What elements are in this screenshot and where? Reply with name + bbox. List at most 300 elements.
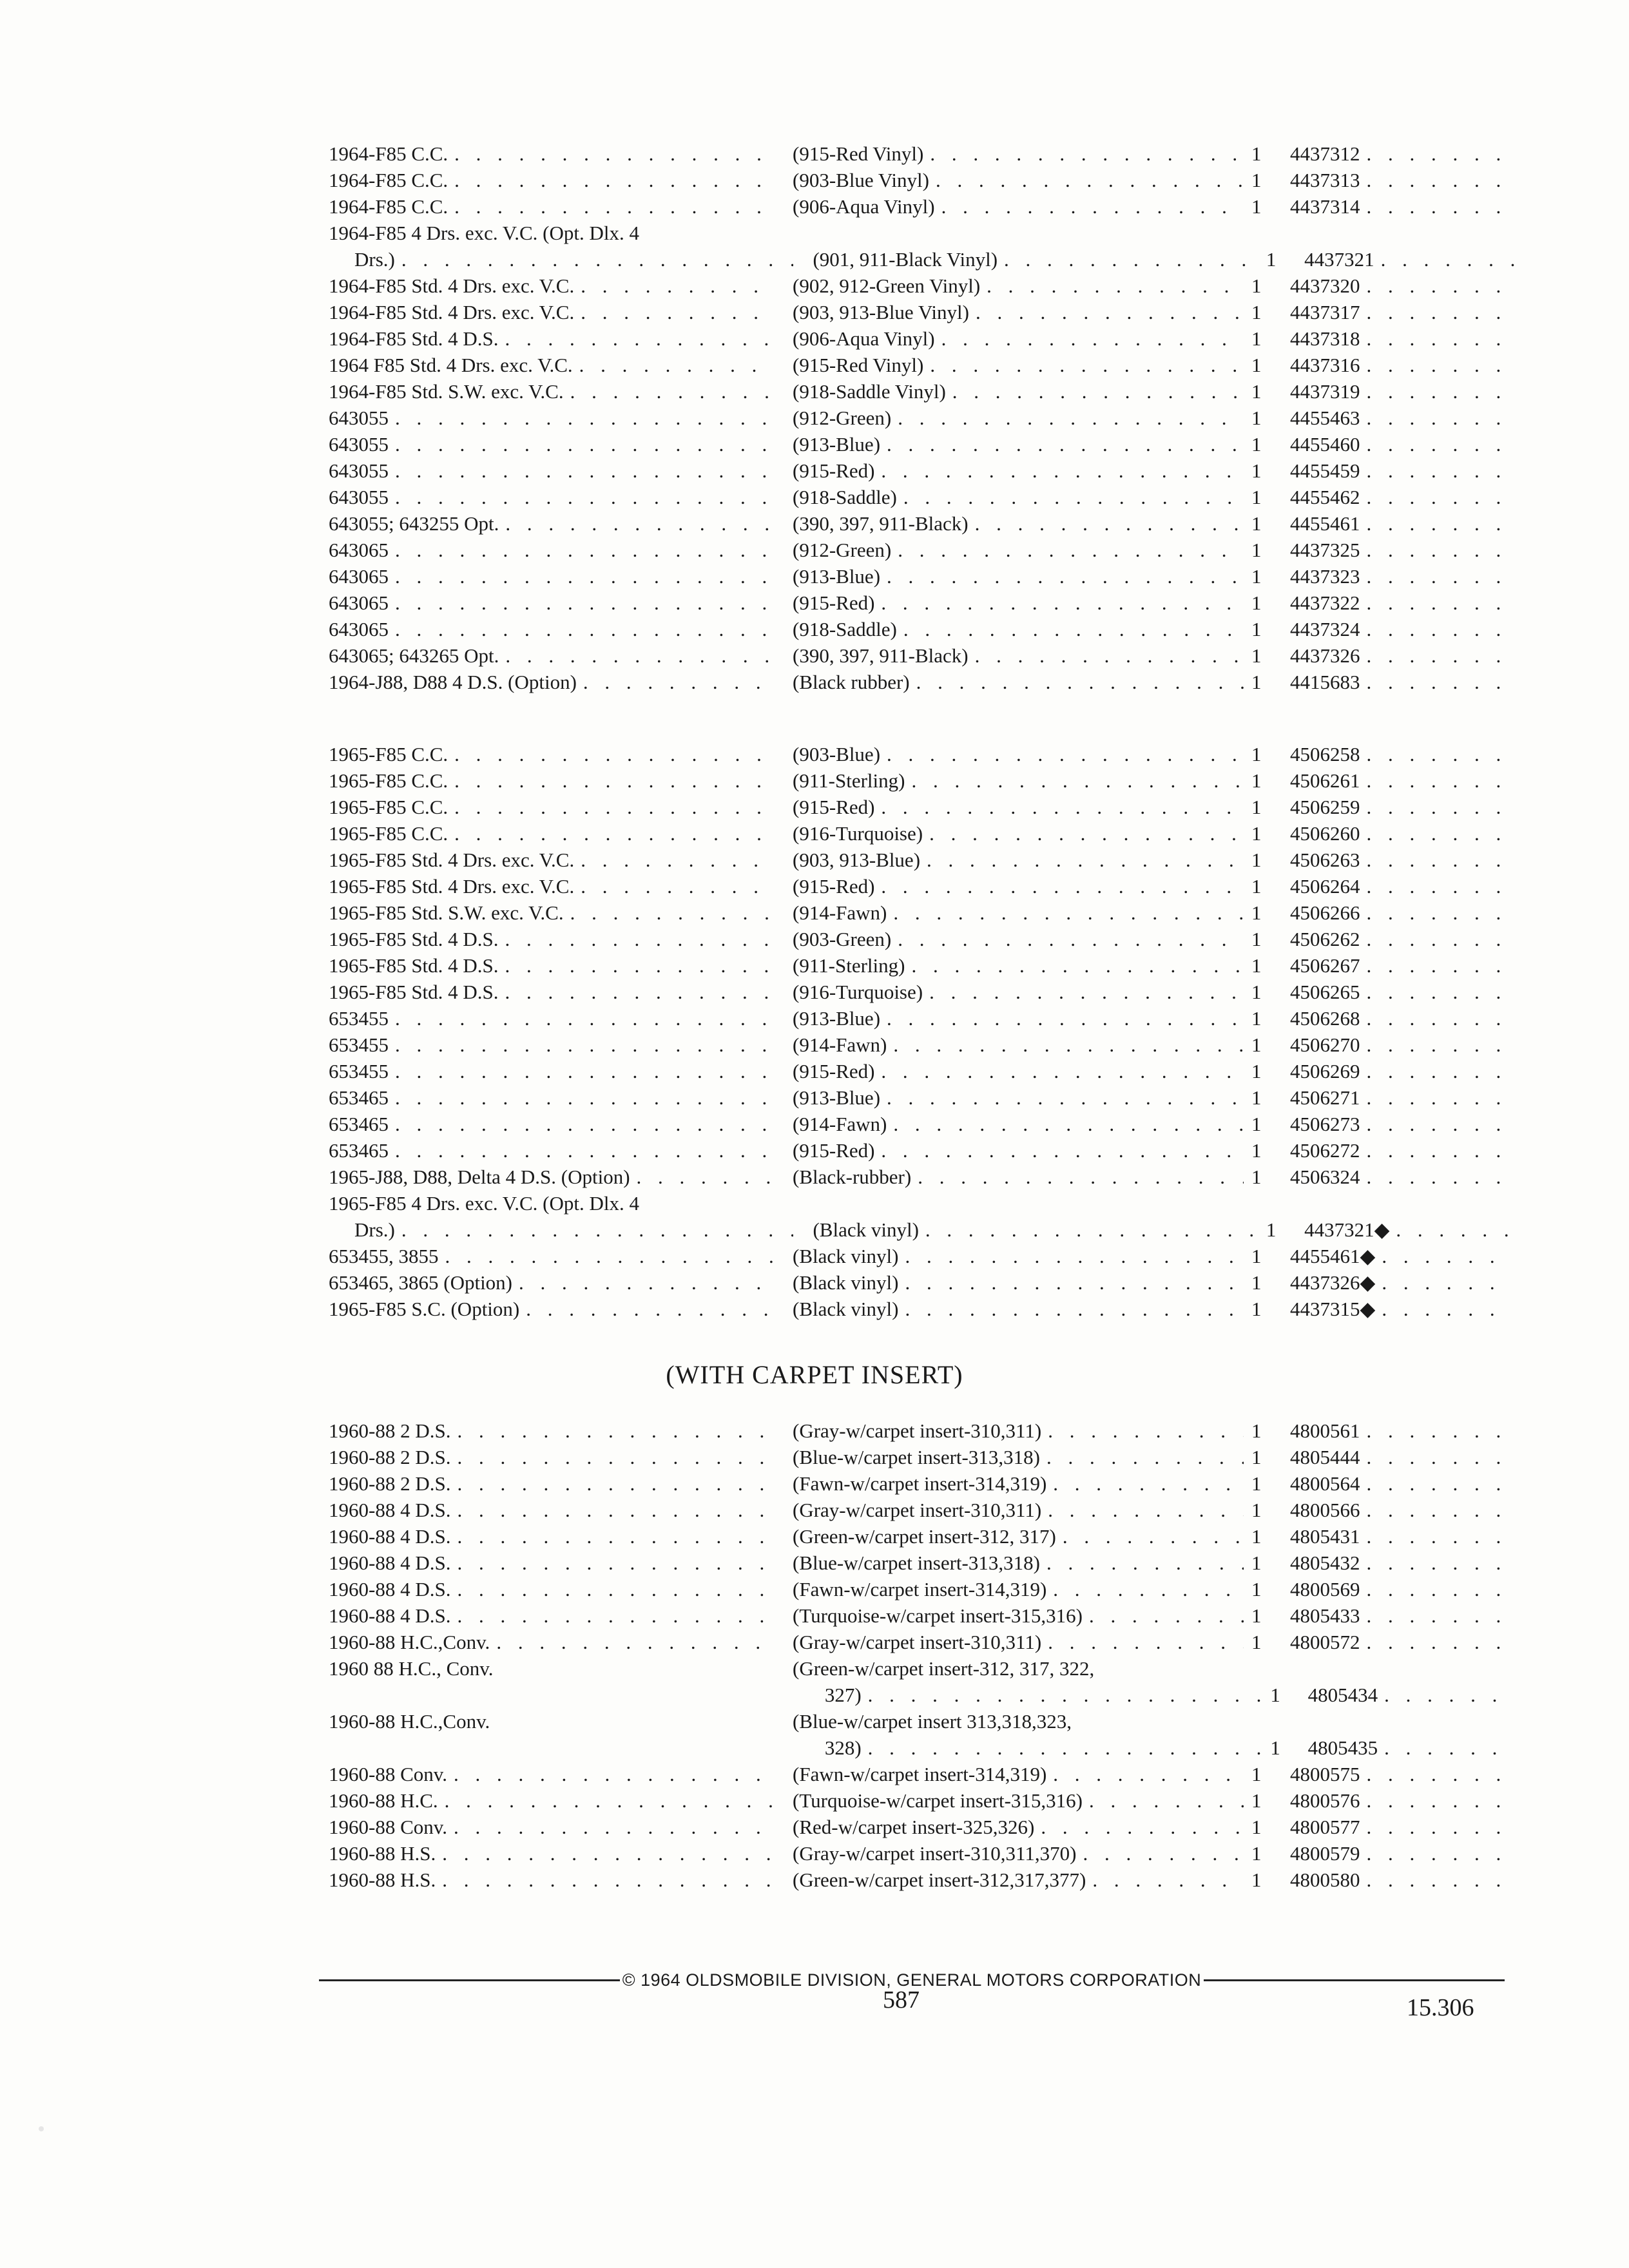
dot-leader	[395, 1216, 794, 1243]
trim-text: (Turquoise-w/carpet insert-315,316)	[793, 1789, 1083, 1812]
part-number-text: 4415683	[1290, 671, 1360, 693]
model-text: 1965-F85 4 Drs. exc. V.C. (Opt. Dlx. 4	[329, 1192, 639, 1215]
part-number-cell	[1290, 1470, 1503, 1497]
table-row	[329, 1787, 1514, 1814]
part-number-text: 4437320	[1290, 274, 1360, 297]
dot-leader	[389, 1032, 773, 1058]
part-number-cell	[1290, 1523, 1503, 1550]
model-text: Drs.)	[354, 1218, 395, 1241]
model-text: 1960-88 4 D.S.	[329, 1525, 451, 1548]
model-text: Drs.)	[354, 248, 395, 271]
table-row	[329, 1005, 1514, 1032]
dot-leader	[389, 1058, 773, 1084]
model-cell	[329, 820, 773, 847]
dot-leader	[1360, 616, 1503, 642]
model-cell	[329, 1111, 773, 1137]
paper-smudge	[39, 2126, 44, 2131]
part-number-cell	[1290, 741, 1503, 767]
trim-text: (Black vinyl)	[793, 1298, 899, 1320]
trim-cell	[793, 1243, 1244, 1269]
model-cell	[329, 847, 773, 873]
trim-cell	[780, 1682, 1263, 1708]
table-row	[329, 457, 1514, 484]
trim-cell	[793, 1708, 1244, 1735]
model-text: 653465, 3865 (Option)	[329, 1271, 513, 1294]
quantity-cell: 1	[1251, 1271, 1262, 1294]
table-row	[329, 1735, 1514, 1761]
part-number-text: 4506267	[1290, 954, 1360, 977]
trim-cell	[793, 457, 1244, 484]
quantity-cell: 1	[1251, 1631, 1262, 1653]
model-text: 653465	[329, 1086, 389, 1109]
trim-cell	[813, 246, 1258, 273]
quantity-cell: 1	[1251, 954, 1262, 977]
quantity-cell: 1	[1251, 301, 1262, 323]
model-cell	[329, 952, 773, 979]
trim-text: (915-Red)	[793, 591, 875, 614]
dot-leader	[448, 794, 773, 820]
model-cell	[329, 1137, 773, 1164]
part-number-cell	[1290, 378, 1503, 405]
part-number-text: 4506258	[1290, 743, 1360, 765]
trim-cell	[793, 1084, 1244, 1111]
quantity-cell: 1	[1251, 1419, 1262, 1442]
dot-leader	[874, 457, 1244, 484]
trim-cell	[793, 273, 1244, 299]
model-cell	[329, 873, 773, 899]
dot-leader	[1360, 325, 1503, 352]
dot-leader	[448, 741, 773, 767]
part-number-text: 4805435	[1307, 1736, 1378, 1759]
dot-leader	[389, 1084, 773, 1111]
dot-leader	[935, 325, 1244, 352]
dot-leader	[389, 616, 773, 642]
model-cell	[329, 1444, 773, 1470]
dot-leader	[512, 1269, 773, 1296]
trim-text: (915-Red)	[793, 796, 875, 818]
table-row	[329, 167, 1514, 193]
trim-cell	[813, 1216, 1258, 1243]
model-text: 1964-F85 C.C.	[329, 142, 448, 165]
model-text: 1965-F85 Std. 4 D.S.	[329, 928, 499, 950]
dot-leader	[1360, 820, 1503, 847]
part-number-text: 4805434	[1307, 1684, 1378, 1706]
trim-cell	[793, 1058, 1244, 1084]
part-number-cell	[1308, 1735, 1514, 1761]
part-number-cell	[1290, 167, 1503, 193]
model-text: 1965-F85 C.C.	[329, 822, 448, 845]
part-number-cell	[1290, 669, 1503, 695]
trim-cell	[793, 820, 1244, 847]
dot-leader	[1360, 847, 1503, 873]
quantity-cell: 1	[1251, 486, 1262, 508]
model-text: 653465	[329, 1139, 389, 1162]
part-number-cell	[1290, 352, 1503, 378]
dot-leader	[1360, 767, 1503, 794]
trim-cell	[793, 405, 1244, 431]
part-number-text: 4455461	[1290, 512, 1360, 535]
dot-leader	[499, 952, 773, 979]
dot-leader	[887, 1032, 1244, 1058]
model-cell	[329, 140, 773, 167]
quantity-cell: 1	[1251, 539, 1262, 561]
trim-cell	[793, 590, 1244, 616]
trim-text: (914-Fawn)	[793, 1113, 887, 1135]
dot-leader	[1360, 1084, 1503, 1111]
dot-leader	[450, 1418, 773, 1444]
table-row	[329, 537, 1514, 563]
model-cell	[329, 1005, 773, 1032]
model-cell	[329, 1418, 773, 1444]
table-row	[329, 484, 1514, 510]
trim-cell	[793, 642, 1244, 669]
part-number-cell	[1290, 952, 1503, 979]
part-number-text: 4506268	[1290, 1007, 1360, 1030]
dot-leader	[450, 1444, 773, 1470]
table-row	[329, 1032, 1514, 1058]
dot-leader	[1360, 1550, 1503, 1576]
model-cell	[329, 1269, 773, 1296]
model-text: 1964 F85 Std. 4 Drs. exc. V.C.	[329, 354, 573, 376]
trim-cell	[793, 378, 1244, 405]
part-number-cell	[1290, 457, 1503, 484]
part-number-cell	[1290, 590, 1503, 616]
dot-leader	[450, 1576, 773, 1602]
trim-text: (902, 912-Green Vinyl)	[793, 274, 981, 297]
part-number-text: 4437321◆	[1304, 1218, 1390, 1241]
trim-cell	[793, 167, 1244, 193]
dot-leader	[923, 140, 1244, 167]
quantity-cell: 1	[1251, 1139, 1262, 1162]
model-text: 653455, 3855	[329, 1245, 439, 1267]
part-number-cell	[1290, 767, 1503, 794]
dot-leader	[1389, 1216, 1514, 1243]
trim-text: (901, 911-Black Vinyl)	[813, 248, 998, 271]
part-number-cell	[1290, 642, 1503, 669]
dot-leader	[1040, 1550, 1244, 1576]
dot-leader	[980, 273, 1244, 299]
copyright-text: © 1964 OLDSMOBILE DIVISION, GENERAL MOTORS CORPORATION	[622, 1970, 1202, 1990]
dot-leader	[1360, 140, 1503, 167]
table-row	[329, 510, 1514, 537]
model-text: 1965-F85 Std. 4 Drs. exc. V.C.	[329, 875, 575, 898]
part-number-text: 4800569	[1290, 1578, 1360, 1600]
dot-leader	[880, 1005, 1244, 1032]
quantity-cell: 1	[1266, 1218, 1277, 1241]
trim-cell	[793, 1497, 1244, 1523]
quantity-cell: 1	[1251, 981, 1262, 1003]
trim-text: (903-Green)	[793, 928, 892, 950]
model-cell	[329, 926, 773, 952]
trim-text: (911-Sterling)	[793, 769, 905, 792]
dot-leader	[1375, 1296, 1503, 1322]
dot-leader	[389, 431, 773, 457]
part-number-text: 4506324	[1290, 1166, 1360, 1188]
quantity-cell: 1	[1251, 769, 1262, 792]
quantity-cell: 1	[1251, 1007, 1262, 1030]
trim-text: (912-Green)	[793, 407, 892, 429]
dot-leader	[519, 1296, 773, 1322]
dot-leader	[969, 299, 1244, 325]
dot-leader	[1360, 431, 1503, 457]
table-row	[329, 140, 1514, 167]
quantity-cell: 1	[1251, 195, 1262, 218]
part-number-cell	[1290, 1840, 1503, 1867]
part-number-text: 4800561	[1290, 1419, 1360, 1442]
dot-leader	[935, 193, 1244, 220]
model-text: 1965-F85 Std. S.W. exc. V.C.	[329, 901, 564, 924]
part-number-text: 4506272	[1290, 1139, 1360, 1162]
dot-leader	[891, 405, 1244, 431]
quantity-cell: 1	[1251, 1578, 1262, 1600]
model-text: 1960-88 H.C.,Conv.	[329, 1710, 490, 1733]
dot-leader	[1360, 510, 1503, 537]
dot-leader	[923, 979, 1244, 1005]
dot-leader	[887, 1111, 1244, 1137]
dot-leader	[1360, 1470, 1503, 1497]
dot-leader	[874, 794, 1244, 820]
parts-table-1965	[329, 741, 1514, 1322]
dot-leader	[874, 590, 1244, 616]
quantity-cell: 1	[1251, 1499, 1262, 1521]
table-row	[329, 767, 1514, 794]
part-number-cell	[1290, 273, 1503, 299]
model-cell	[329, 642, 773, 669]
table-row	[329, 899, 1514, 926]
trim-text: (Turquoise-w/carpet insert-315,316)	[793, 1604, 1083, 1627]
table-row	[329, 1084, 1514, 1111]
dot-leader	[1360, 741, 1503, 767]
model-cell	[329, 1190, 773, 1216]
quantity-cell: 1	[1251, 1763, 1262, 1785]
table-row	[329, 1602, 1514, 1629]
dot-leader	[447, 1814, 773, 1840]
trim-text: (913-Blue)	[793, 565, 881, 588]
table-row	[329, 1164, 1514, 1190]
model-cell	[329, 246, 793, 273]
model-text: 1964-F85 Std. S.W. exc. V.C.	[329, 380, 564, 403]
quantity-cell: 1	[1251, 380, 1262, 403]
part-number-cell	[1290, 510, 1503, 537]
quantity-cell: 1	[1251, 1525, 1262, 1548]
trim-cell	[793, 510, 1244, 537]
trim-cell	[793, 1655, 1244, 1682]
model-cell	[329, 405, 773, 431]
model-cell	[329, 1814, 773, 1840]
dot-leader	[574, 847, 773, 873]
dot-leader	[630, 1164, 773, 1190]
part-number-text: 4800577	[1290, 1816, 1360, 1838]
table-row	[329, 1444, 1514, 1470]
dot-leader	[450, 1602, 773, 1629]
quantity-cell: 1	[1251, 1060, 1262, 1082]
trim-text: (913-Blue)	[793, 1086, 881, 1109]
trim-cell	[793, 140, 1244, 167]
trim-cell	[793, 1602, 1244, 1629]
table-row	[329, 352, 1514, 378]
trim-text: (915-Red Vinyl)	[793, 142, 924, 165]
dot-leader	[1083, 1787, 1244, 1814]
dot-leader	[1360, 794, 1503, 820]
model-text: 1960-88 H.S.	[329, 1869, 436, 1891]
quantity-cell: 1	[1251, 1033, 1262, 1056]
table-row	[329, 669, 1514, 695]
model-cell	[329, 563, 773, 590]
dot-leader	[1360, 1005, 1503, 1032]
trim-text: (906-Aqua Vinyl)	[793, 327, 935, 350]
part-number-text: 4455461◆	[1290, 1245, 1376, 1267]
table-row	[329, 1418, 1514, 1444]
trim-text: 327)	[824, 1684, 862, 1706]
part-number-cell	[1290, 325, 1503, 352]
footer-rule-left	[319, 1979, 620, 1981]
part-number-text: 4506264	[1290, 875, 1360, 898]
trim-cell	[793, 1814, 1244, 1840]
quantity-cell: 1	[1251, 644, 1262, 667]
model-text: 1965-F85 C.C.	[329, 769, 448, 792]
table-row	[329, 926, 1514, 952]
trim-text: (913-Blue)	[793, 1007, 881, 1030]
dot-leader	[910, 669, 1244, 695]
model-text: 1965-J88, D88, Delta 4 D.S. (Option)	[329, 1166, 630, 1188]
dot-leader	[1360, 1787, 1503, 1814]
quantity-cell: 1	[1251, 1816, 1262, 1838]
dot-leader	[929, 167, 1244, 193]
model-cell	[329, 1761, 773, 1787]
part-number-text: 4800576	[1290, 1789, 1360, 1812]
part-number-text: 4455463	[1290, 407, 1360, 429]
model-text: 1965-F85 C.C.	[329, 796, 448, 818]
table-row	[329, 1111, 1514, 1137]
trim-text: (390, 397, 911-Black)	[793, 644, 969, 667]
model-cell	[329, 1032, 773, 1058]
part-number-text: 4506265	[1290, 981, 1360, 1003]
quantity-cell: 1	[1270, 1736, 1280, 1759]
dot-leader	[1360, 193, 1503, 220]
dot-leader	[1034, 1814, 1244, 1840]
dot-leader	[1360, 1418, 1503, 1444]
table-row	[329, 847, 1514, 873]
trim-text: (Blue-w/carpet insert 313,318,323,	[793, 1710, 1072, 1733]
dot-leader	[897, 484, 1244, 510]
dot-leader	[862, 1735, 1263, 1761]
part-number-cell	[1290, 1243, 1503, 1269]
part-number-text: 4506269	[1290, 1060, 1360, 1082]
dot-leader	[1360, 979, 1503, 1005]
model-text: 1960-88 Conv.	[329, 1816, 447, 1838]
part-number-cell	[1304, 1216, 1514, 1243]
trim-cell	[793, 979, 1244, 1005]
trim-text: (915-Red)	[793, 875, 875, 898]
part-number-cell	[1290, 1602, 1503, 1629]
dot-leader	[898, 1296, 1244, 1322]
dot-leader	[1360, 1761, 1503, 1787]
part-number-cell	[1290, 431, 1503, 457]
quantity-cell: 1	[1251, 1113, 1262, 1135]
quantity-cell: 1	[1251, 142, 1262, 165]
part-number-text: 4437324	[1290, 618, 1360, 640]
quantity-cell: 1	[1251, 796, 1262, 818]
dot-leader	[436, 1840, 773, 1867]
table-row	[329, 979, 1514, 1005]
part-number-text: 4437325	[1290, 539, 1360, 561]
trim-cell	[793, 1296, 1244, 1322]
table-row	[329, 1576, 1514, 1602]
dot-leader	[891, 926, 1244, 952]
dot-leader	[1360, 1576, 1503, 1602]
section-number: 15.306	[1407, 1994, 1474, 2021]
dot-leader	[897, 616, 1244, 642]
model-cell	[329, 767, 773, 794]
quantity-cell: 1	[1251, 354, 1262, 376]
part-number-cell	[1290, 1005, 1503, 1032]
trim-text: (912-Green)	[793, 539, 892, 561]
trim-text: (Green-w/carpet insert-312,317,377)	[793, 1869, 1086, 1891]
model-cell	[329, 325, 773, 352]
quantity-cell: 1	[1251, 1446, 1262, 1468]
table-row	[329, 1550, 1514, 1576]
dot-leader	[880, 1084, 1244, 1111]
table-row	[329, 1761, 1514, 1787]
quantity-cell: 1	[1251, 849, 1262, 871]
part-number-cell	[1290, 899, 1503, 926]
trim-text: (915-Red)	[793, 1060, 875, 1082]
dot-leader	[1375, 1243, 1503, 1269]
trim-text: (903, 913-Blue Vinyl)	[793, 301, 969, 323]
part-number-text: 4506261	[1290, 769, 1360, 792]
model-text: 1964-J88, D88 4 D.S. (Option)	[329, 671, 577, 693]
table-row	[329, 1216, 1514, 1243]
part-number-text: 4437312	[1290, 142, 1360, 165]
dot-leader	[1360, 563, 1503, 590]
table-row	[329, 1708, 1514, 1735]
dot-leader	[1378, 1735, 1514, 1761]
dot-leader	[887, 899, 1244, 926]
model-text: 1965-F85 Std. 4 D.S.	[329, 954, 499, 977]
part-number-text: 4800572	[1290, 1631, 1360, 1653]
model-text: 643055	[329, 407, 389, 429]
trim-cell	[793, 794, 1244, 820]
dot-leader	[1360, 669, 1503, 695]
quantity-cell: 1	[1251, 433, 1262, 456]
dot-leader	[920, 847, 1244, 873]
quantity-cell: 1	[1251, 407, 1262, 429]
quantity-cell: 1	[1251, 565, 1262, 588]
trim-text: (Black vinyl)	[793, 1245, 899, 1267]
dot-leader	[1375, 1269, 1503, 1296]
trim-text: (Blue-w/carpet insert-313,318)	[793, 1552, 1040, 1574]
dot-leader	[499, 926, 773, 952]
part-number-cell	[1290, 1867, 1503, 1893]
part-number-text: 4800579	[1290, 1842, 1360, 1865]
model-cell	[329, 979, 773, 1005]
part-number-text: 4506263	[1290, 849, 1360, 871]
dot-leader	[880, 741, 1244, 767]
trim-cell	[793, 352, 1244, 378]
part-number-cell	[1290, 1418, 1503, 1444]
table-row	[329, 794, 1514, 820]
part-number-text: 4805433	[1290, 1604, 1360, 1627]
model-text: 1965-F85 Std. 4 Drs. exc. V.C.	[329, 849, 575, 871]
model-cell	[329, 299, 773, 325]
part-number-text: 4437318	[1290, 327, 1360, 350]
dot-leader	[969, 510, 1244, 537]
dot-leader	[564, 899, 773, 926]
table-row	[329, 1655, 1514, 1682]
dot-leader	[389, 484, 773, 510]
dot-leader	[1374, 246, 1514, 273]
trim-cell	[793, 1523, 1244, 1550]
